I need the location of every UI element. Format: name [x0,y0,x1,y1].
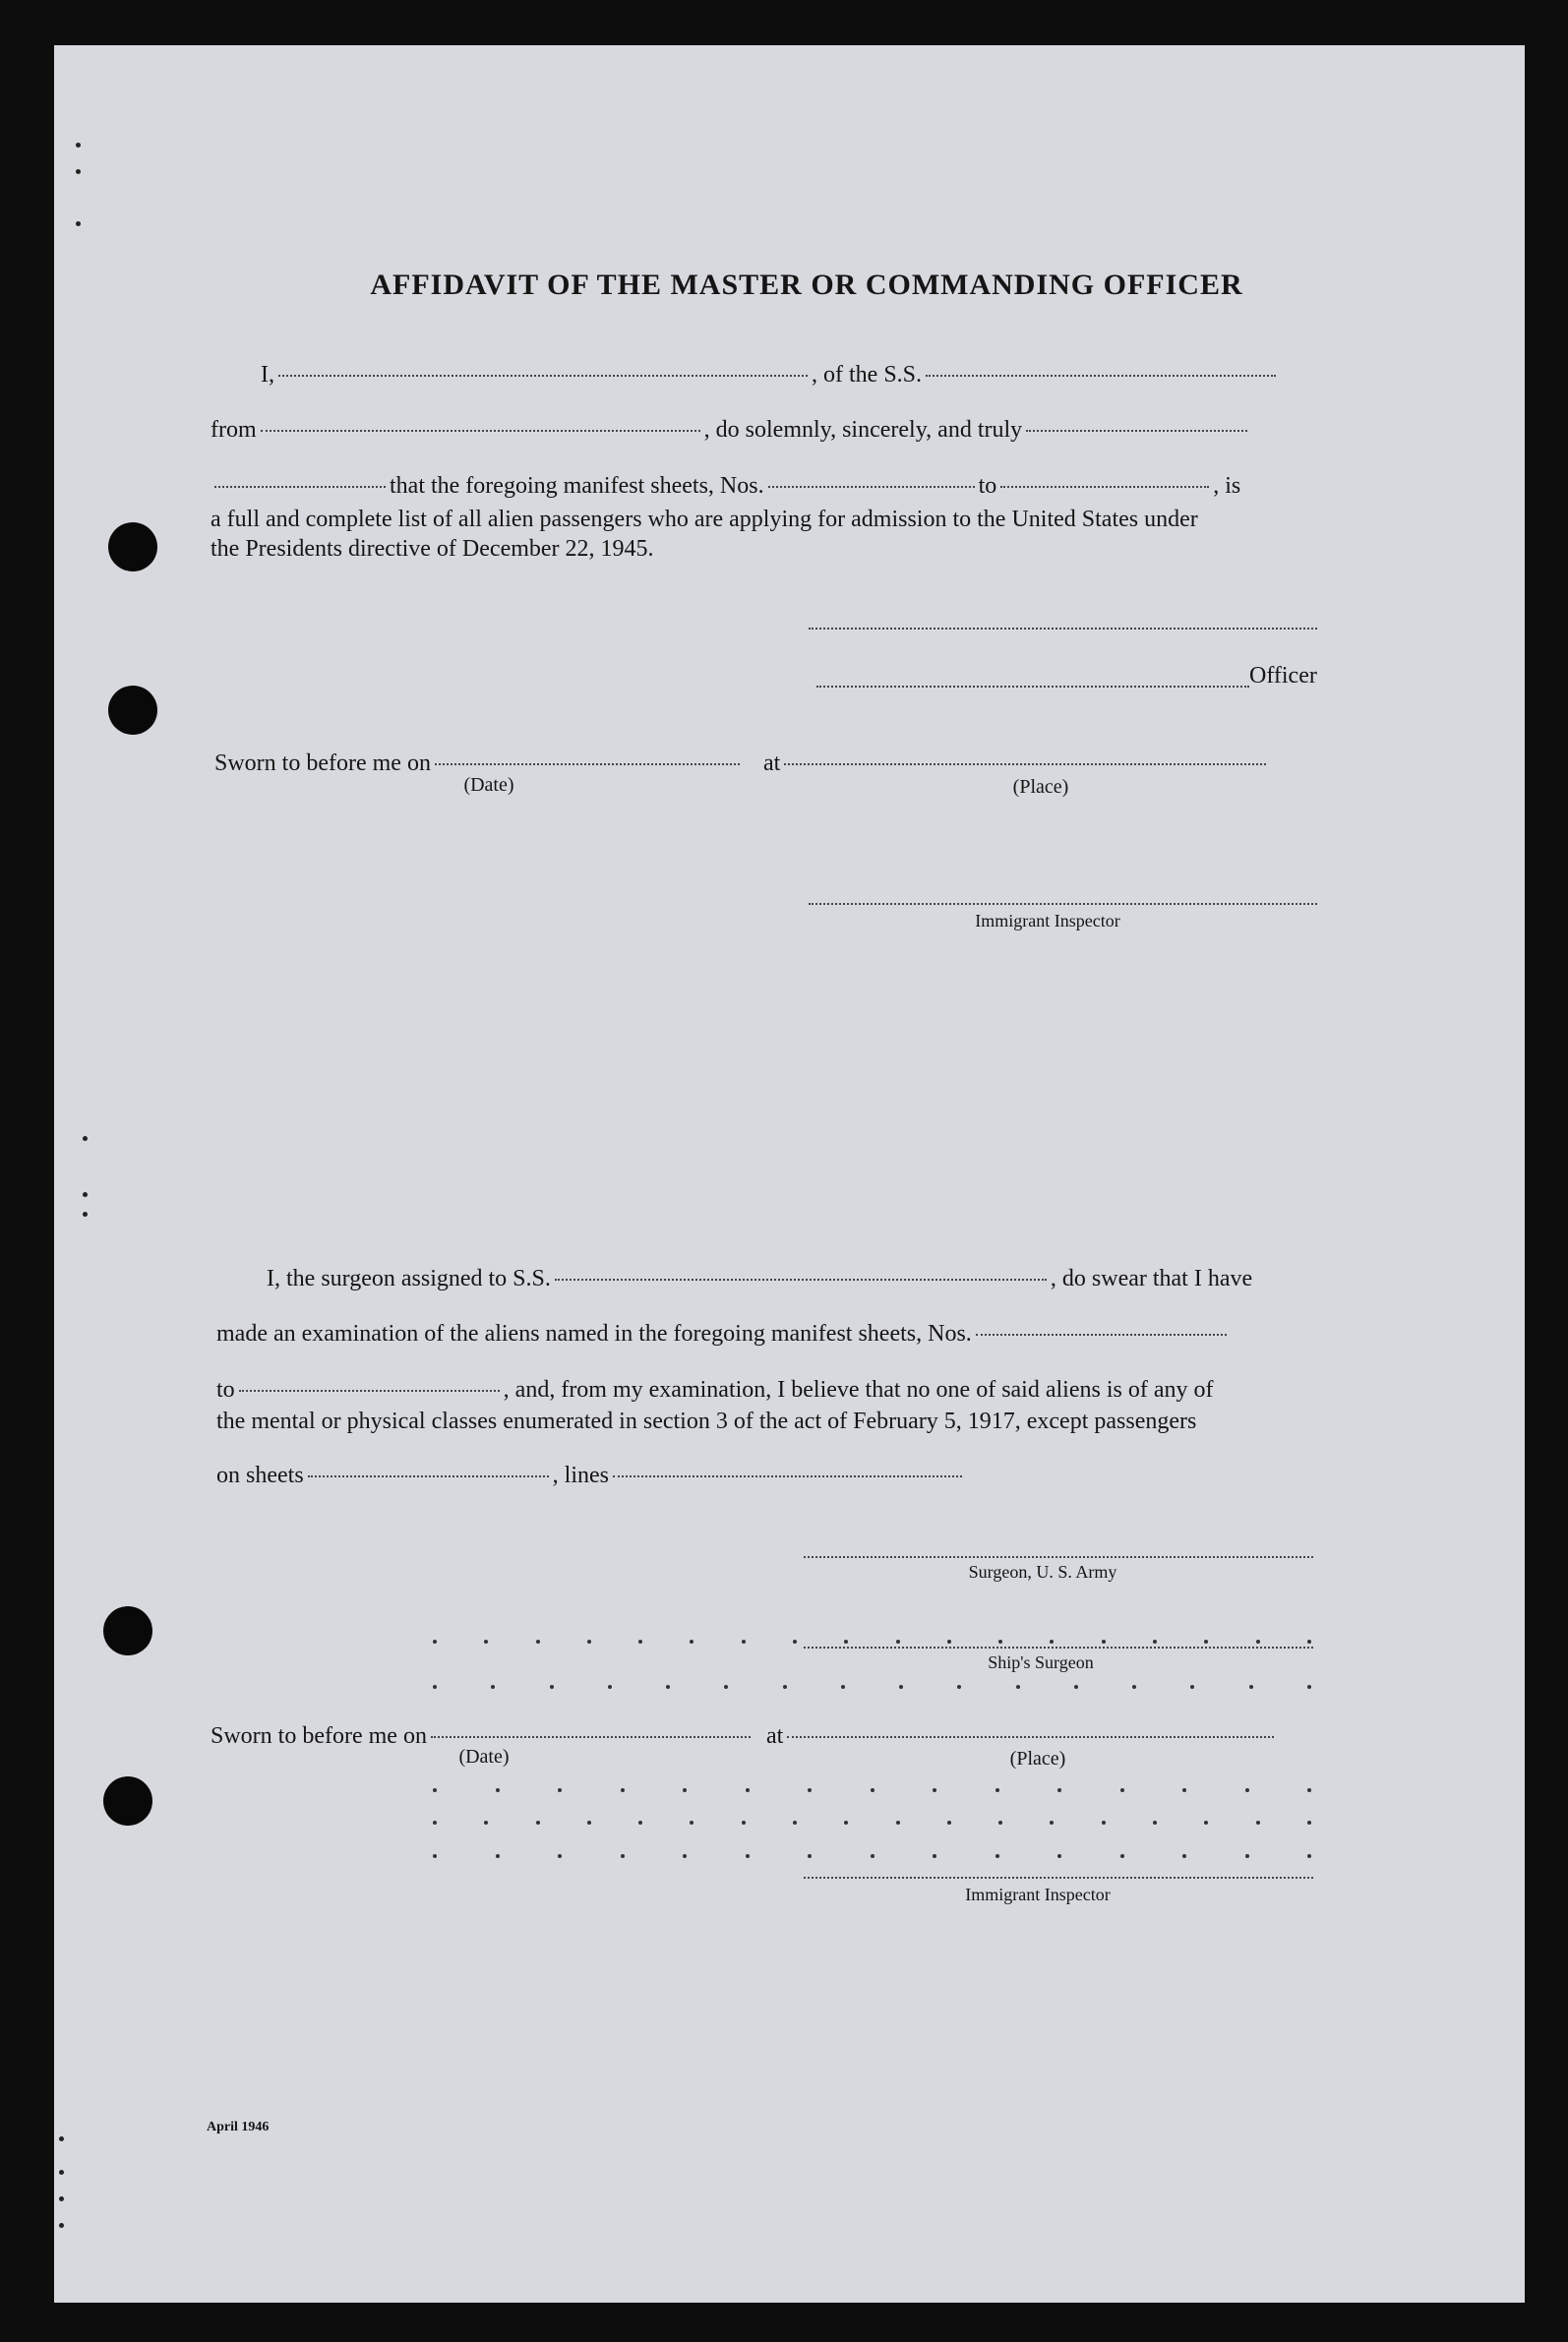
label-sworn: Sworn to before me on [214,751,431,776]
surgeon-lines-row [216,1463,1003,1489]
exception-sheets-field[interactable] [308,1475,549,1477]
label-solemnly: , do solemnly, sincerely, and truly [703,417,1023,443]
label-surgeon-assigned: I, the surgeon assigned to S.S. [267,1266,551,1291]
surgeon-assigned-row [267,1266,1318,1292]
officer-title-line[interactable] [816,686,1249,688]
officer-label: Officer [1249,663,1317,689]
edge-speck [76,169,81,174]
master-sheets-row [211,473,1318,500]
edge-speck [76,143,81,148]
form-date-footer: April 1946 [207,2120,270,2134]
ships-surgeon-signature-line[interactable] [804,1647,1313,1649]
label-lines: , lines [552,1463,609,1488]
edge-speck [83,1136,88,1141]
faint-dot-row [433,1854,1311,1858]
edge-speck [83,1192,88,1197]
master-from-row [211,417,1318,444]
label-swear: , do swear that I have [1050,1266,1253,1291]
label-from: from [211,417,257,443]
edge-speck [76,221,81,226]
ships-surgeon-caption: Ship's Surgeon [988,1652,1094,1672]
label-sworn: Sworn to before me on [211,1723,427,1749]
from-port-field[interactable] [261,430,700,432]
surgeon-inspector-signature-line[interactable] [804,1877,1313,1879]
label-of-ss: , of the S.S. [812,362,923,388]
faint-dot-row [433,1685,1311,1689]
faint-dot-row [433,1640,1311,1644]
edge-speck [83,1212,88,1217]
master-name-row [261,362,1318,389]
ship-name-field[interactable] [926,375,1276,377]
edge-speck [59,2170,64,2175]
surgeon-sworn-date-field[interactable] [431,1736,751,1738]
master-statement-line: the Presidents directive of December 22, 1945. [211,536,654,562]
surgeon-sheets-to-field[interactable] [239,1390,500,1392]
surgeon-inspector-caption: Immigrant Inspector [965,1885,1111,1904]
oath-field[interactable] [1026,430,1247,432]
sheets-to-field[interactable] [1000,486,1209,488]
surgeon-examination-row [216,1321,1318,1348]
label-at: at [765,1723,784,1749]
surgeon-believe-row [216,1377,1318,1404]
master-name-field[interactable] [278,375,808,377]
surgeon-ship-field[interactable] [555,1279,1047,1281]
army-surgeon-caption: Surgeon, U. S. Army [968,1562,1117,1582]
label-is: , is [1213,473,1241,499]
army-surgeon-signature-line[interactable] [804,1556,1313,1558]
date-caption: (Date) [463,774,514,796]
inspector-signature-line[interactable] [809,903,1317,905]
label-i: I, [261,362,274,388]
label-at: at [762,751,781,776]
faint-dot-row [433,1821,1311,1825]
binder-hole [108,686,157,735]
edge-speck [59,2196,64,2201]
surgeon-sworn-row [211,1723,1314,1750]
label-foregoing: that the foregoing manifest sheets, Nos. [390,473,764,499]
label-on-sheets: on sheets [216,1463,304,1488]
surgeon-sworn-place-field[interactable] [787,1736,1274,1738]
sworn-date-field[interactable] [435,763,740,765]
exception-lines-field[interactable] [613,1475,962,1477]
label-believe: , and, from my examination, I believe that no one of said aliens is of any of [503,1377,1214,1403]
form-title: AFFIDAVIT OF THE MASTER OR COMMANDING OFFICER [370,269,1243,301]
date-caption: (Date) [458,1746,510,1768]
label-to: to [978,473,997,499]
surgeon-statement-line: the mental or physical classes enumerated in section 3 of the act of February 5, 1917, except passengers [216,1409,1197,1434]
inspector-caption: Immigrant Inspector [975,911,1120,931]
place-caption: (Place) [1009,1748,1066,1770]
master-statement-line: a full and complete list of all alien passengers who are applying for admission to the United States under [211,507,1198,532]
edge-speck [59,2223,64,2228]
oath-field-continued[interactable] [214,486,386,488]
label-to: to [216,1377,235,1403]
binder-hole [103,1606,152,1655]
surgeon-sheets-from-field[interactable] [976,1334,1227,1336]
master-signature-line[interactable] [809,628,1317,630]
master-sworn-row [214,751,1318,777]
label-examination: made an examination of the aliens named in the foregoing manifest sheets, Nos. [216,1321,972,1347]
place-caption: (Place) [1012,776,1069,798]
faint-dot-row [433,1788,1311,1792]
binder-hole [108,522,157,571]
sworn-place-field[interactable] [784,763,1266,765]
binder-hole [103,1776,152,1826]
sheets-from-field[interactable] [768,486,975,488]
edge-speck [59,2136,64,2141]
